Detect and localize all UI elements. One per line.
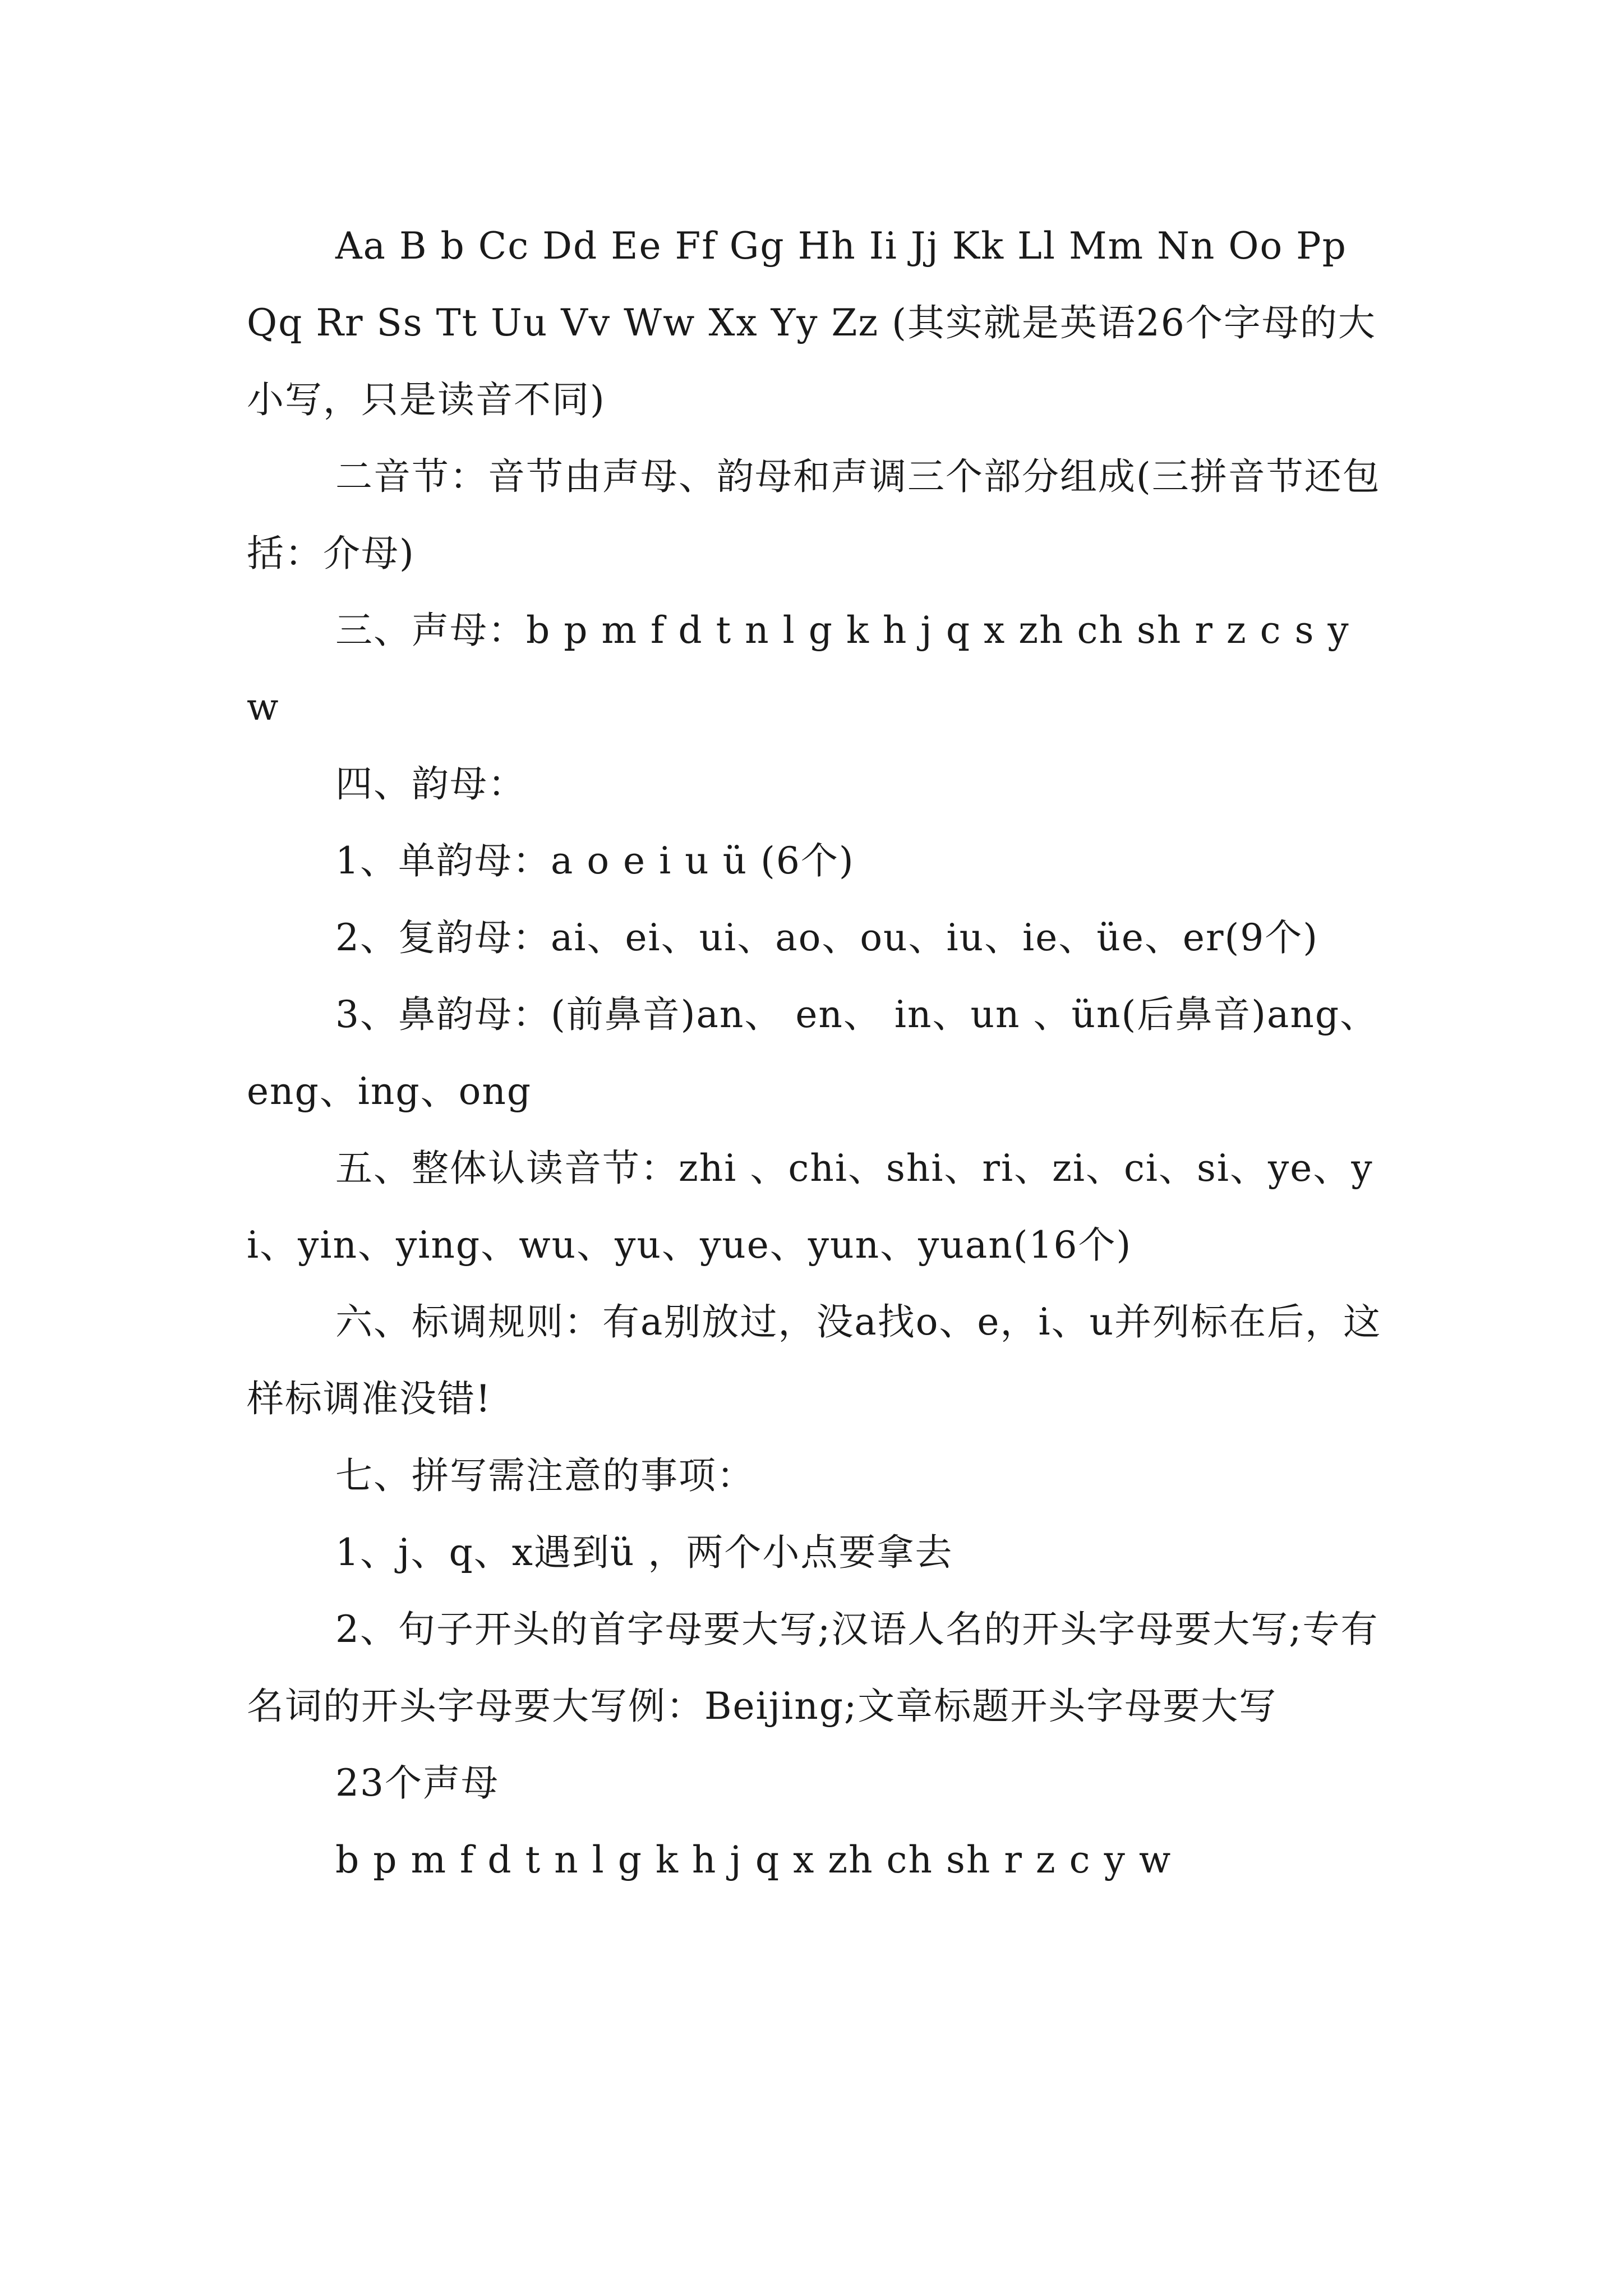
document-body — [247, 208, 1385, 1898]
paragraph-alphabet: Aa B b Cc Dd Ee Ff Gg Hh Ii Jj Kk Ll Mm Nn Oo Pp Qq Rr Ss Tt Uu Vv Ww Xx Yy Zz (其实就是英语26个字母的大小写，只是读音不同) — [247, 224, 1376, 421]
paragraph-spelling-heading: 七、拼写需注意的事项： — [335, 1454, 755, 1497]
paragraph-syllable: 二音节：音节由声母、韵母和声调三个部分组成(三拼音节还包括：介母) — [247, 455, 1381, 575]
paragraph-simple-finals: 1、单韵母：a o e i u ü (6个) — [335, 839, 855, 882]
paragraph-spelling-rule-1: 1、j、q、x遇到ü ，两个小点要拿去 — [335, 1531, 953, 1574]
paragraph-23-initials-list: b p m f d t n l g k h j q x zh ch sh r z c y w — [335, 1838, 1172, 1881]
paragraph-compound-finals: 2、复韵母：ai、ei、ui、ao、ou、iu、ie、üe、er(9个) — [335, 916, 1319, 959]
paragraph-23-initials-title: 23个声母 — [335, 1761, 499, 1805]
paragraph-initials: 三、声母：b p m f d t n l g k h j q x zh ch sh r z c s y w — [247, 609, 1363, 729]
paragraph-spelling-rule-2: 2、句子开头的首字母要大写;汉语人名的开头字母要大写;专有名词的开头字母要大写例：Beijing;文章标题开头字母要大写 — [247, 1608, 1379, 1728]
paragraph-finals-heading: 四、韵母： — [335, 762, 526, 806]
paragraph-nasal-finals: 3、鼻韵母：(前鼻音)an、 en、 in、un 、ün(后鼻音)ang、eng、ing、ong — [247, 993, 1378, 1113]
paragraph-tone-rules: 六、标调规则：有a别放过，没a找o、e，i、u并列标在后，这样标调准没错! — [247, 1300, 1382, 1420]
paragraph-whole-syllables: 五、整体认读音节：zhi 、chi、shi、ri、zi、ci、si、ye、yi、yin、ying、wu、yu、yue、yun、yuan(16个) — [247, 1147, 1373, 1267]
